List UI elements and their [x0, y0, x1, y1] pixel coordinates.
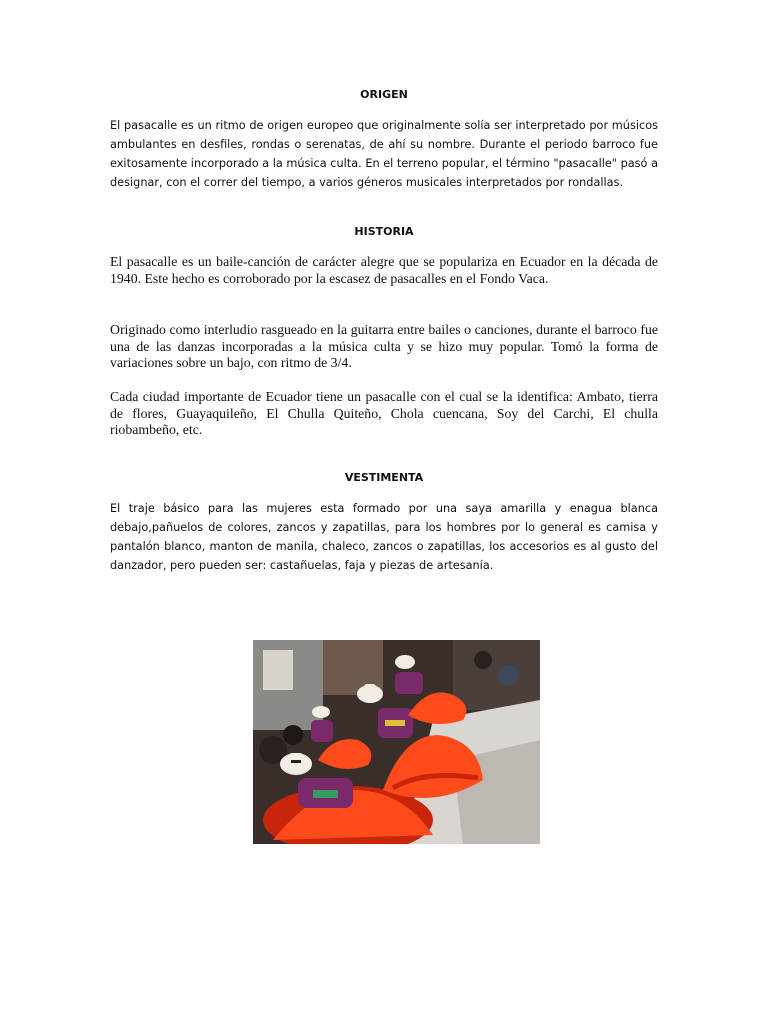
building-right — [453, 640, 540, 710]
dancers-illustration — [253, 640, 540, 844]
paragraph-historia-1: El pasacalle es un baile-canción de carácter alegre que se populariza en Ecuador en la década de 1940. Este hecho es corroborado por la escasez de pasacalles en el Fondo Vaca. — [110, 254, 658, 286]
crowd-person — [283, 725, 303, 745]
paragraph-vestimenta: El traje básico para las mujeres esta formado por una saya amarilla y enagua blanca debajo,pañuelos de colores, zancos y zapatillas, para los hombres por lo general es camisa y pantalón blanco, manton de manila, chaleco, zancos o zapatillas, los accesorios es al gusto del danzador, pero pueden ser: castañuelas, faja y piezas de artesanía. — [110, 502, 658, 572]
section-title-vestimenta: VESTIMENTA — [344, 471, 424, 484]
paragraph-origen: El pasacalle es un ritmo de origen europeo que originalmente solía ser interpretado por músicos ambulantes en desfiles, rondas o serenatas, de ahí su nombre. Durante el periodo barroco fue exitosamente incorporado a la música culta. En el terreno popular, el término "pasacalle" pasó a designar, con el correr del tiempo, a varios géneros musicales interpretados por rondallas. — [110, 119, 658, 189]
crowd-person — [474, 651, 492, 669]
building-window — [263, 650, 293, 690]
paragraph-historia-3: Cada ciudad importante de Ecuador tiene un pasacalle con el cual se la identifica: Ambato, tierra de flores, Guayaquileño, El Chulla Quiteño, Chola cuencana, Soy del Carchi, El chulla riobambeño, etc. — [110, 389, 658, 437]
section-title-historia: HISTORIA — [354, 225, 414, 238]
paragraph-historia-2: Originado como interludio rasgueado en la guitarra entre bailes o canciones, durante el barroco fue una de las danzas incorporadas a la música culta y se hizo muy popular. Tomó la forma de variaciones sobre un bajo, con ritmo de 3/4. — [110, 322, 658, 370]
dancers-photo — [253, 640, 540, 844]
crowd-person — [498, 665, 518, 685]
section-title-origen: ORIGEN — [360, 88, 408, 101]
